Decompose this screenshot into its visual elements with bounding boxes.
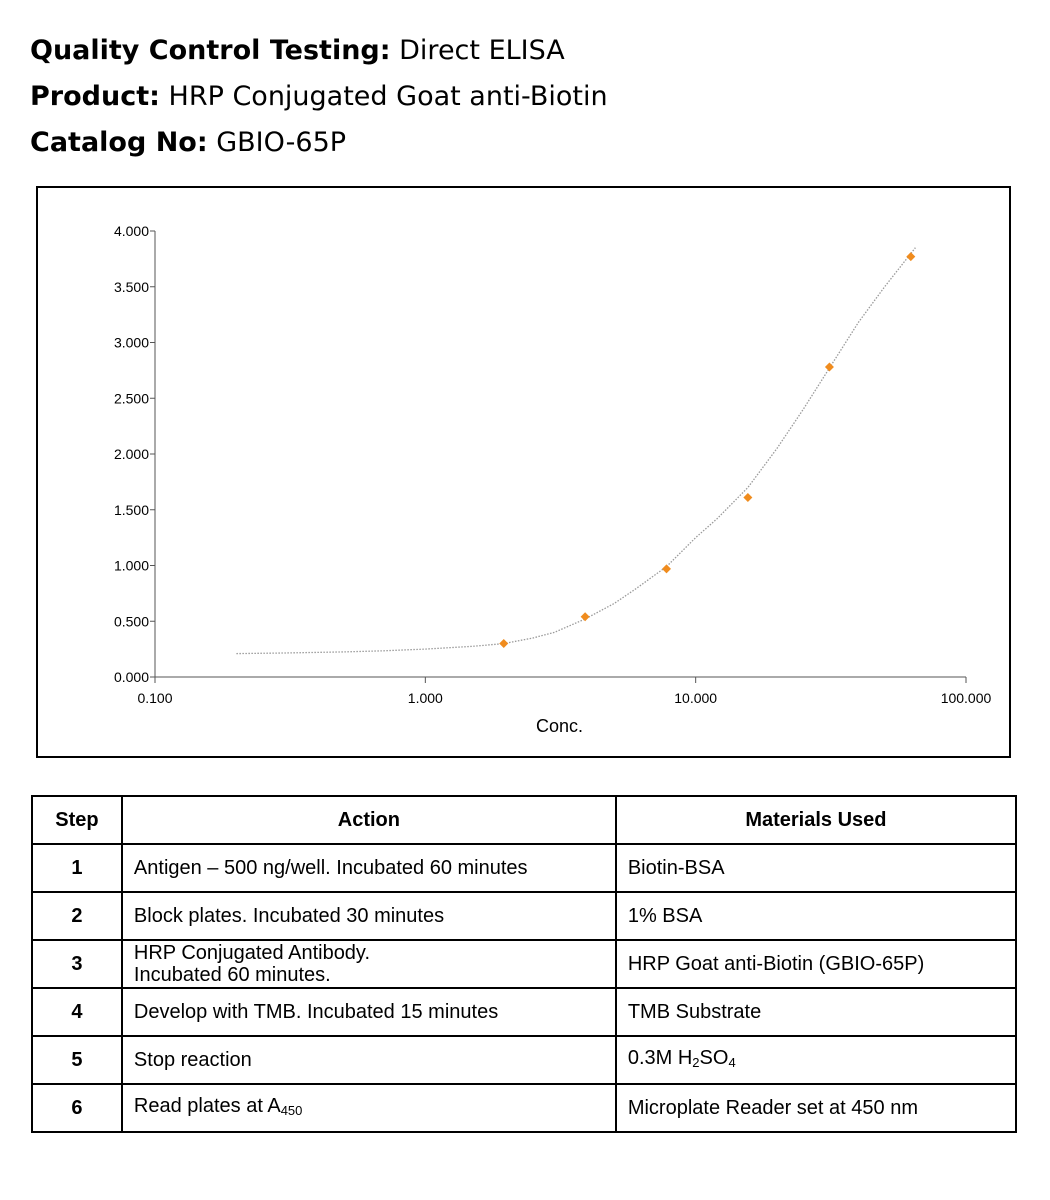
step-number: 1 <box>32 844 122 892</box>
material-subscript: 4 <box>728 1054 736 1070</box>
product-label: Product: <box>30 81 160 112</box>
steps-table <box>31 795 1017 1133</box>
x-tick-label: 0.100 <box>137 690 173 706</box>
step-action <box>122 940 616 988</box>
step-number: 5 <box>32 1036 122 1084</box>
x-tick-label: 100.000 <box>940 690 992 706</box>
data-point <box>743 493 752 502</box>
table-header-row <box>32 796 1016 844</box>
y-tick-label: 3.500 <box>113 278 149 295</box>
step-number: 6 <box>32 1084 122 1132</box>
material-subscript: 2 <box>692 1054 700 1070</box>
step-action-line: Incubated 60 minutes. <box>133 964 331 986</box>
header-materials: Materials Used <box>616 796 1016 844</box>
step-number: 4 <box>32 988 122 1036</box>
data-point <box>825 363 834 372</box>
elisa-chart <box>38 188 1009 756</box>
step-material: Microplate Reader set at 450 nm <box>616 1084 1016 1132</box>
step-action-line: HRP Conjugated Antibody. <box>133 942 371 964</box>
fit-curve <box>236 248 915 654</box>
data-point <box>499 639 508 648</box>
y-tick-label: 3.000 <box>113 334 149 351</box>
product-value: HRP Conjugated Goat anti-Biotin <box>168 81 608 112</box>
chart-frame <box>36 186 1011 758</box>
header <box>30 28 608 166</box>
material-text: SO <box>699 1046 729 1069</box>
table-row <box>32 1036 1016 1084</box>
step-material <box>616 1036 1016 1084</box>
step-action: Stop reaction <box>122 1036 616 1084</box>
data-point <box>581 612 590 621</box>
y-tick-label: 2.500 <box>113 390 149 407</box>
y-tick-label: 1.000 <box>113 557 149 574</box>
step-action: Block plates. Incubated 30 minutes <box>122 892 616 940</box>
step-action <box>122 1084 616 1132</box>
y-tick-label: 2.000 <box>113 446 149 462</box>
x-tick-label: 10.000 <box>674 690 718 706</box>
table-row <box>32 1084 1016 1132</box>
table-row <box>32 940 1016 988</box>
step-material: HRP Goat anti-Biotin (GBIO-65P) <box>616 940 1016 988</box>
data-point <box>906 252 915 261</box>
table-row <box>32 844 1016 892</box>
step-material: 1% BSA <box>616 892 1016 940</box>
y-tick-label: 0.500 <box>113 613 149 630</box>
y-tick-label: 4.000 <box>113 223 149 239</box>
data-point <box>662 564 671 573</box>
step-action: Develop with TMB. Incubated 15 minutes <box>122 988 616 1036</box>
catalog-label: Catalog No: <box>30 127 208 158</box>
step-number: 3 <box>32 940 122 988</box>
y-tick-label: 0.000 <box>113 669 149 685</box>
header-step: Step <box>32 796 122 844</box>
x-axis-label: Conc. <box>535 716 584 736</box>
table-row <box>32 892 1016 940</box>
x-tick-label: 1.000 <box>407 690 443 706</box>
action-subscript: 450 <box>280 1102 303 1118</box>
header-action: Action <box>122 796 616 844</box>
testing-line <box>30 28 608 74</box>
material-text: 0.3M H <box>627 1046 693 1069</box>
step-number: 2 <box>32 892 122 940</box>
table-row <box>32 988 1016 1036</box>
testing-label: Quality Control Testing: <box>30 35 391 66</box>
action-text: Read plates at A <box>133 1094 281 1117</box>
testing-value: Direct ELISA <box>399 35 565 66</box>
step-action: Antigen – 500 ng/well. Incubated 60 minutes <box>122 844 616 892</box>
product-line <box>30 74 608 120</box>
catalog-line <box>30 120 608 166</box>
step-material: TMB Substrate <box>616 988 1016 1036</box>
catalog-value: GBIO-65P <box>216 127 347 158</box>
step-material: Biotin-BSA <box>616 844 1016 892</box>
y-tick-label: 1.500 <box>113 501 149 518</box>
